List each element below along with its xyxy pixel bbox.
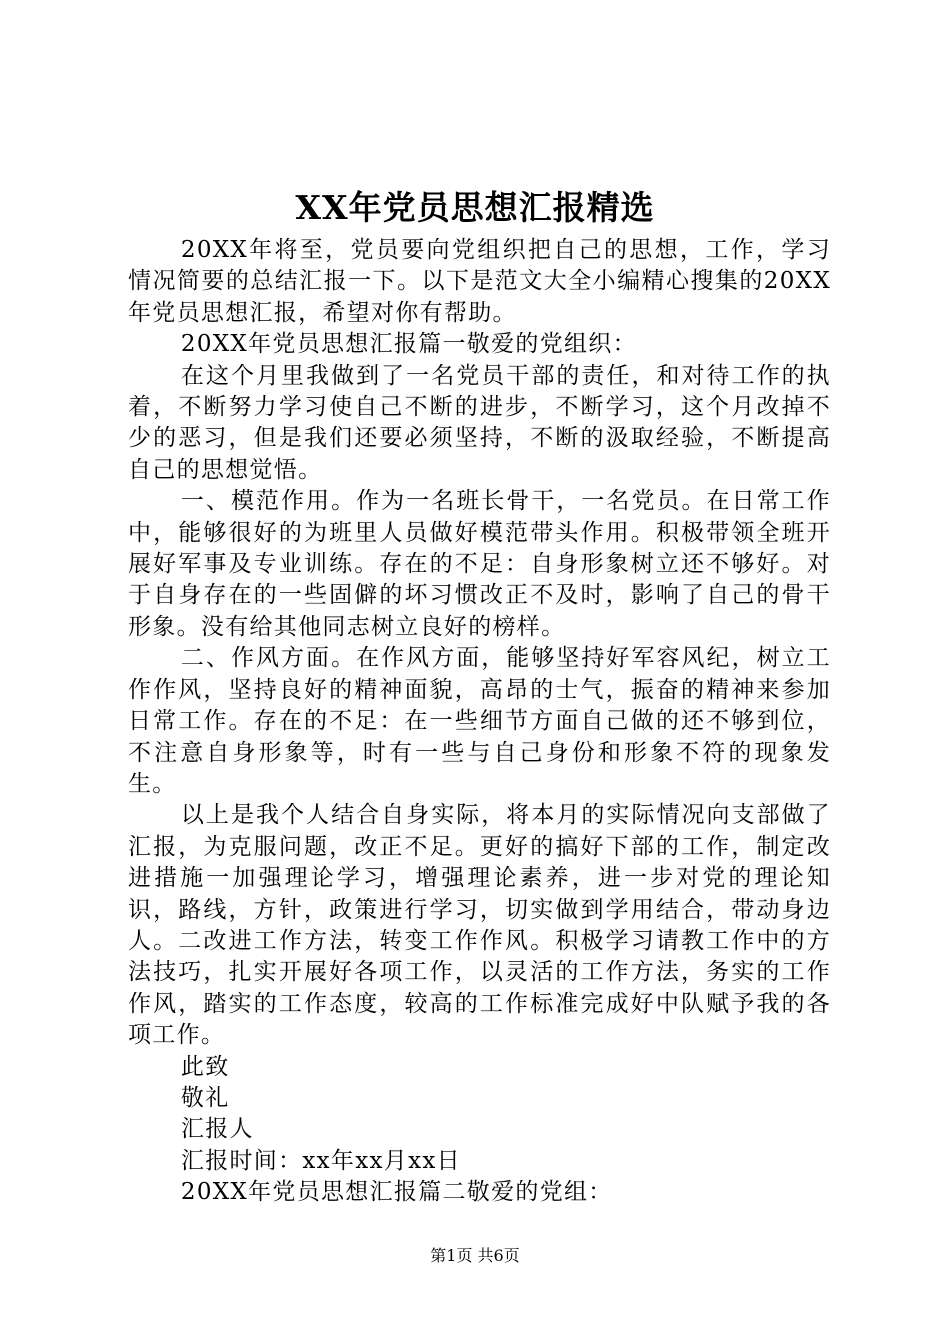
closing-regards: 敬礼 [180, 1084, 230, 1111]
section-heading-part-two: 20XX年党员思想汇报篇二敬爱的党组： [180, 1179, 613, 1206]
document-title: XX年党员思想汇报精选 [295, 188, 655, 227]
section-heading-part-one: 20XX年党员思想汇报篇一敬爱的党组织： [180, 331, 637, 358]
body-paragraph: 一、模范作用。作为一名班长骨干，一名党员。在日常工作中，能够很好的为班里人员做好模范带头作用。积极带领全班开展好军事及专业训练。存在的不足：自身形象树立还不够好。对于自身存在的一些固僻的坏习惯改正不及时，影响了自己的骨干形象。没有给其他同志树立良好的榜样。 [128, 488, 831, 640]
body-paragraph: 在这个月里我做到了一名党员干部的责任，和对待工作的执着，不断努力学习使自己不断的进步，不断学习，这个月改掉不少的恶习，但是我们还要必须坚持，不断的汲取经验，不断提高自己的思想觉悟。 [128, 362, 831, 483]
report-date-line: 汇报时间：xx年xx月xx日 [180, 1147, 461, 1174]
intro-paragraph: 20XX年将至，党员要向党组织把自己的思想，工作，学习情况简要的总结汇报一下。以下是范文大全小编精心搜集的20XX年党员思想汇报，希望对你有帮助。 [128, 237, 831, 326]
body-paragraph: 以上是我个人结合自身实际，将本月的实际情况向支部做了汇报，为克服问题，改正不足。更好的搞好下部的工作，制定改进措施一加强理论学习，增强理论素养，进一步对党的理论知识，路线，方针，政策进行学习，切实做到学用结合，带动身边人。二改进工作方法，转变工作作风。积极学习请教工作中的方法技巧，扎实开展好各项工作，以灵活的工作方法，务实的工作作风，踏实的工作态度，较高的工作标准完成好中队赋予我的各项工作。 [128, 802, 831, 1049]
closing-salutation: 此致 [180, 1053, 230, 1080]
body-paragraph: 二、作风方面。在作风方面，能够坚持好军容风纪，树立工作作风，坚持良好的精神面貌，高昂的士气，振奋的精神来参加日常工作。存在的不足：在一些细节方面自己做的还不够到位，不注意自身形象等，时有一些与自己身份和形象不符的现象发生。 [128, 645, 831, 797]
document-body [128, 235, 831, 1209]
page-number-footer: 第1页 共6页 [430, 1246, 520, 1265]
reporter-line: 汇报人 [180, 1116, 254, 1143]
